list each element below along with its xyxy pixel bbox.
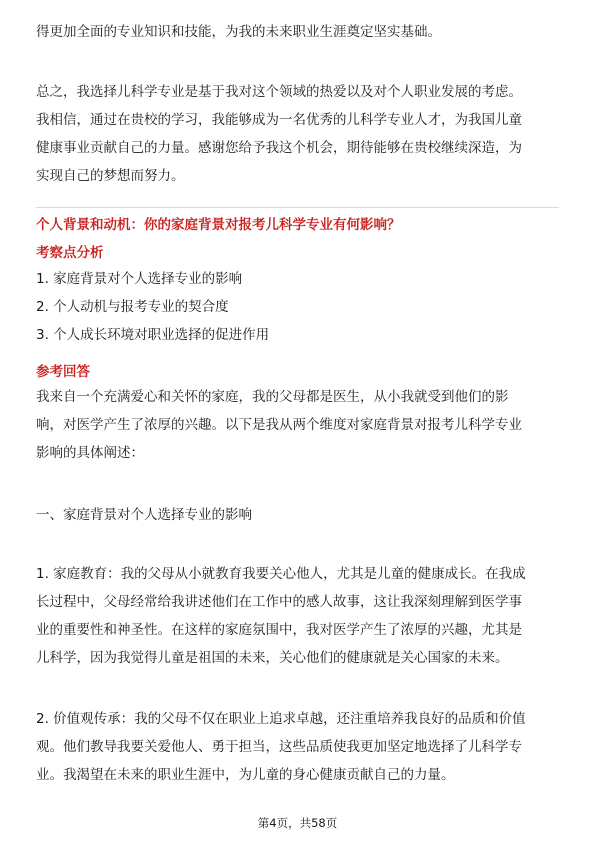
analysis-item: 3. 个人成长环境对职业选择的促进作用 [36,327,270,343]
paragraph-line: 我相信，通过在贵校的学习，我能够成为一名优秀的儿科学专业人才，为我国儿童 [36,112,522,128]
paragraph-line: 业。我渴望在未来的职业生涯中，为儿童的身心健康贡献自己的力量。 [36,767,455,783]
analysis-heading: 考察点分析 [36,245,104,261]
question-title: 个人背景和动机：你的家庭背景对报考儿科学专业有何影响？ [36,217,401,233]
paragraph-line: 实现自己的梦想而努力。 [36,168,185,184]
analysis-item: 1. 家庭背景对个人选择专业的影响 [36,271,243,287]
section-divider [36,207,559,208]
paragraph-line: 响，对医学产生了浓厚的兴趣。以下是我从两个维度对家庭背景对报考儿科学专业 [36,417,522,433]
answer-intro-paragraph [36,383,559,467]
paragraph-line: 影响的具体阐述： [36,445,144,461]
paragraph-line: 长过程中，父母经常给我讲述他们在工作中的感人故事，这让我深刻理解到医学事 [36,594,522,610]
point-family-education [36,560,559,672]
paragraph-line: 观。他们教导我要关爱他人、勇于担当，这些品质使我更加坚定地选择了儿科学专 [36,739,522,755]
point-value-inheritance [36,705,559,789]
paragraph-line: 健康事业贡献自己的力量。感谢您给予我这个机会，期待能够在贵校继续深造，为 [36,140,522,156]
paragraph-line: 2. 价值观传承：我的父母不仅在职业上追求卓越，还注重培养我良好的品质和价值 [36,711,526,727]
intro-paragraph [36,18,559,46]
conclusion-paragraph [36,78,559,190]
paragraph-line: 1. 家庭教育：我的父母从小就教育我要关心他人，尤其是儿童的健康成长。在我成 [36,566,526,582]
answer-heading: 参考回答 [36,364,90,380]
section-title: 一、家庭背景对个人选择专业的影响 [36,507,252,523]
paragraph-line: 我来自一个充满爱心和关怀的家庭，我的父母都是医生，从小我就受到他们的影 [36,389,509,405]
paragraph-line: 业的重要性和神圣性。在这样的家庭氛围中，我对医学产生了浓厚的兴趣，尤其是 [36,622,522,638]
analysis-item: 2. 个人动机与报考专业的契合度 [36,299,229,315]
paragraph-line: 儿科学，因为我觉得儿童是祖国的未来，关心他们的健康就是关心国家的未来。 [36,650,509,666]
page-number: 第4页，共58页 [257,816,338,830]
paragraph-line: 得更加全面的专业知识和技能，为我的未来职业生涯奠定坚实基础。 [36,24,441,40]
paragraph-line: 总之，我选择儿科学专业是基于我对这个领域的热爱以及对个人职业发展的考虑。 [36,84,522,100]
